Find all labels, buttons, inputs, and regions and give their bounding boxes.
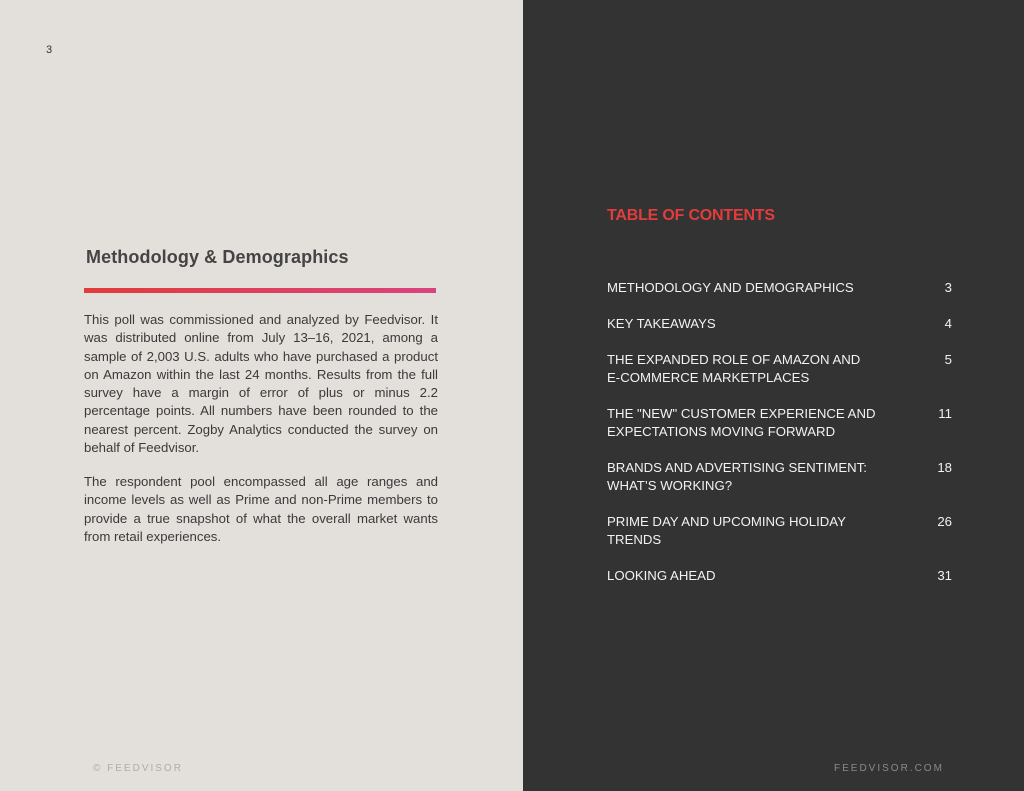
toc-item-label: BRANDS AND ADVERTISING SENTIMENT: WHAT’S WORKING? — [607, 460, 867, 494]
website-footer[interactable]: FEEDVISOR.COM — [834, 763, 944, 774]
toc-item-prime-day[interactable] — [607, 513, 952, 567]
toc-heading: TABLE OF CONTENTS — [607, 207, 775, 224]
toc-item-methodology[interactable] — [607, 279, 952, 315]
toc-item-brands-advertising[interactable] — [607, 459, 952, 513]
toc-item-label: LOOKING AHEAD — [607, 568, 716, 583]
title-underline — [84, 288, 436, 293]
toc-item-page: 26 — [937, 514, 952, 529]
toc-item-page: 18 — [937, 460, 952, 475]
methodology-paragraph: This poll was commissioned and analyzed by Feedvisor. It was distributed online from July 13–16, 2021, among a sample of 2,003 U.S. adults who have purchased a product on Amazon within the last 24 months. Results from the full survey have a margin of error of plus or minus 2.2 percentage points. All numbers have been rounded to the nearest percent. Zogby Analytics conducted the survey on behalf of Feedvisor. — [84, 312, 438, 456]
page-number: 3 — [46, 44, 53, 56]
section-title: Methodology & Demographics — [86, 247, 349, 267]
table-of-contents — [607, 279, 952, 603]
toc-item-page: 11 — [938, 406, 952, 421]
toc-item-page: 3 — [944, 280, 952, 295]
toc-item-page: 4 — [944, 316, 952, 331]
toc-item-label: THE "NEW" CUSTOMER EXPERIENCE AND EXPECTATIONS MOVING FORWARD — [607, 406, 876, 440]
toc-item-page: 31 — [937, 568, 952, 583]
toc-item-label: PRIME DAY AND UPCOMING HOLIDAY TRENDS — [607, 514, 846, 548]
toc-item-label: THE EXPANDED ROLE OF AMAZON AND E-COMMERCE MARKETPLACES — [607, 352, 861, 386]
toc-item-key-takeaways[interactable] — [607, 315, 952, 351]
copyright-footer: © FEEDVISOR — [93, 763, 183, 774]
toc-item-page: 5 — [944, 352, 952, 367]
toc-item-expanded-role[interactable] — [607, 351, 952, 405]
respondent-paragraph: The respondent pool encompassed all age ranges and income levels as well as Prime and non-Prime members to provide a true snapshot of what the overall market wants from retail experiences. — [84, 474, 438, 544]
toc-item-label: KEY TAKEAWAYS — [607, 316, 716, 331]
toc-item-customer-experience[interactable] — [607, 405, 952, 459]
toc-item-label: METHODOLOGY AND DEMOGRAPHICS — [607, 280, 854, 295]
toc-item-looking-ahead[interactable] — [607, 567, 952, 603]
